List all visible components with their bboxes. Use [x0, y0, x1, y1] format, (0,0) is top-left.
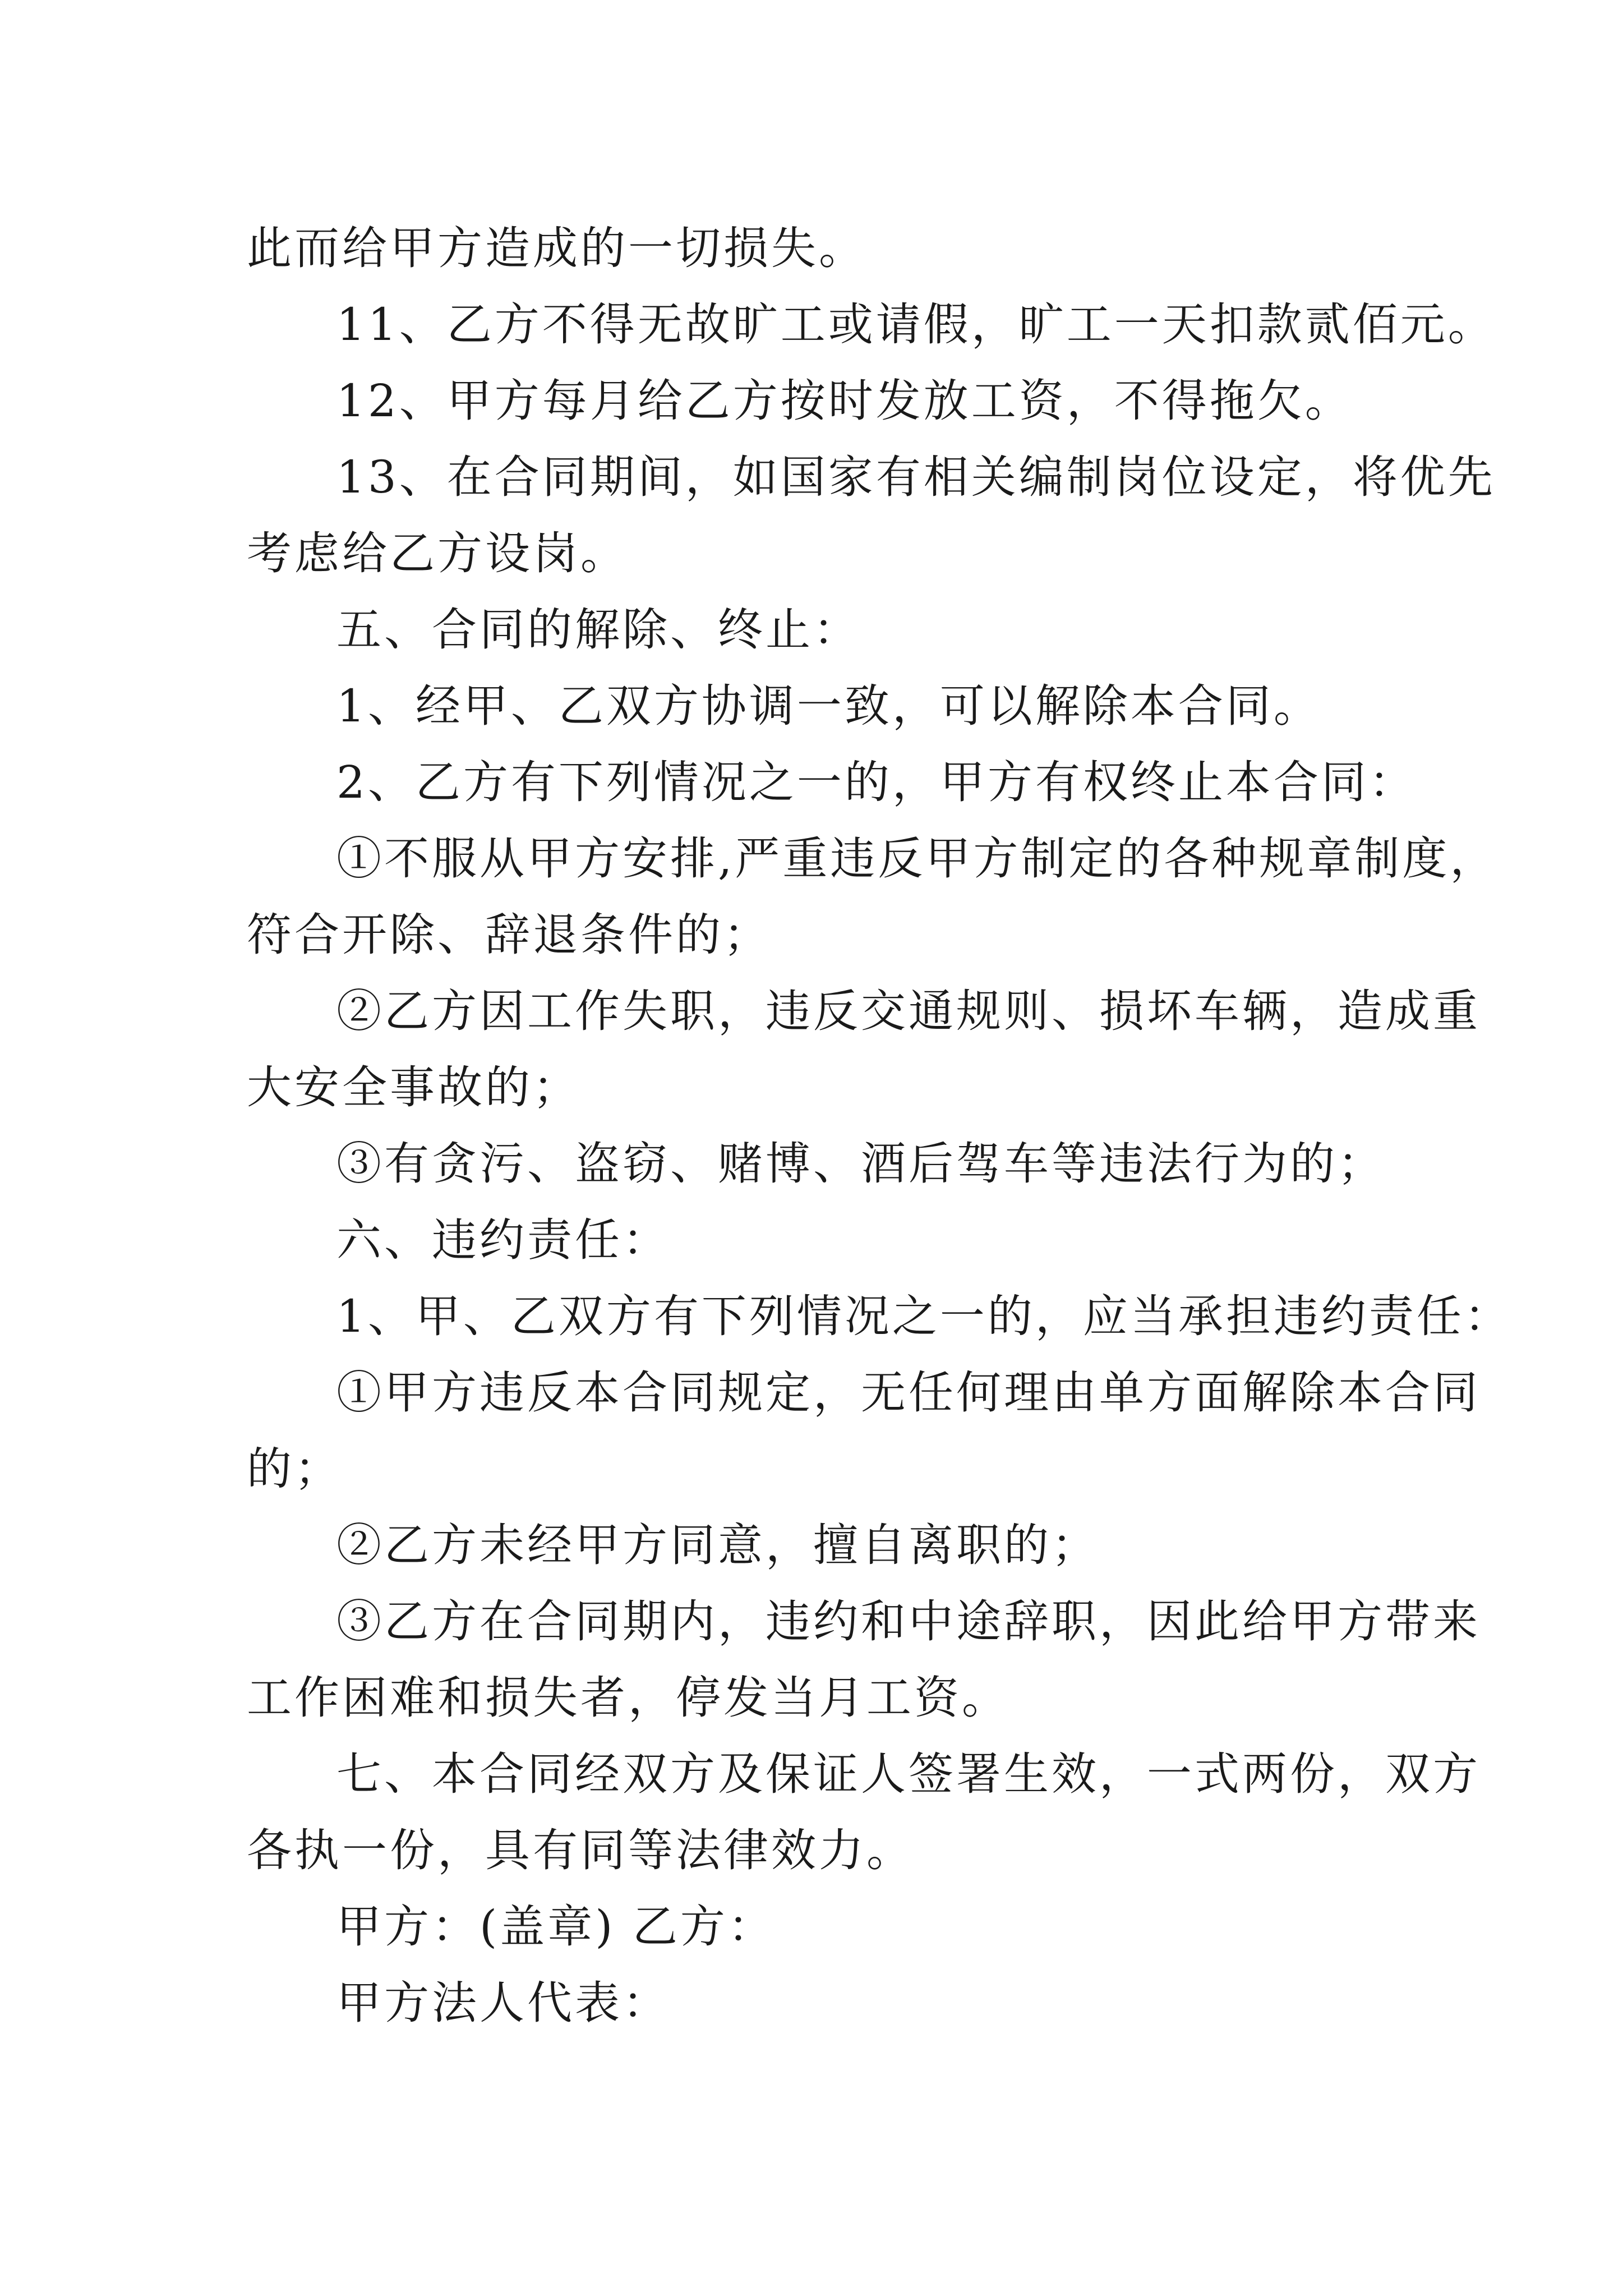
- clause-12: 12、甲方每月给乙方按时发放工资，不得拖欠。: [336, 375, 1353, 427]
- section-6-heading: 六、违约责任：: [336, 1214, 670, 1266]
- section-6-sub-2: ②乙方未经甲方同意，擅自离职的；: [336, 1519, 1099, 1571]
- signature-party-line: 甲方：(盖章) 乙方：: [336, 1901, 776, 1953]
- contract-body: [247, 210, 1512, 2041]
- section-6-sub-3: ③乙方在合同期内，违约和中途辞职，因此给甲方带来: [336, 1595, 1481, 1648]
- section-5-item-2: 2、乙方有下列情况之一的，甲方有权终止本合同：: [336, 756, 1417, 808]
- section-7-cont: 各执一份，具有同等法律效力。: [247, 1824, 914, 1876]
- section-5-sub-2: ②乙方因工作失职，违反交通规则、损坏车辆，造成重: [336, 985, 1481, 1037]
- section-5-sub-2-cont: 大安全事故的；: [247, 1061, 580, 1114]
- clause-13: 13、在合同期间，如国家有相关编制岗位设定，将优先: [336, 451, 1496, 503]
- section-5-sub-1-cont: 符合开除、辞退条件的；: [247, 909, 771, 961]
- legal-representative-line: 甲方法人代表：: [336, 1977, 670, 2029]
- section-5-sub-3: ③有贪污、盗窃、赌博、酒后驾车等违法行为的；: [336, 1138, 1385, 1190]
- section-6-sub-1-cont: 的；: [247, 1443, 342, 1495]
- clause-11: 11、乙方不得无故旷工或请假，旷工一天扣款贰佰元。: [336, 298, 1496, 351]
- section-5-sub-1: ①不服从甲方安排,严重违反甲方制定的各种规章制度，: [336, 832, 1498, 885]
- clause-13-cont: 考虑给乙方设岗。: [247, 527, 628, 579]
- line-1: 此而给甲方造成的一切损失。: [247, 222, 866, 274]
- section-6-sub-3-cont: 工作困难和损失者，停发当月工资。: [247, 1672, 1009, 1724]
- section-5-item-1: 1、经甲、乙双方协调一致，可以解除本合同。: [336, 680, 1321, 732]
- section-6-sub-1: ①甲方违反本合同规定，无任何理由单方面解除本合同: [336, 1366, 1481, 1419]
- section-5-heading: 五、合同的解除、终止：: [336, 604, 861, 656]
- section-6-item-1: 1、甲、乙双方有下列情况之一的，应当承担违约责任：: [336, 1290, 1512, 1342]
- section-7: 七、本合同经双方及保证人签署生效，一式两份，双方: [336, 1748, 1481, 1800]
